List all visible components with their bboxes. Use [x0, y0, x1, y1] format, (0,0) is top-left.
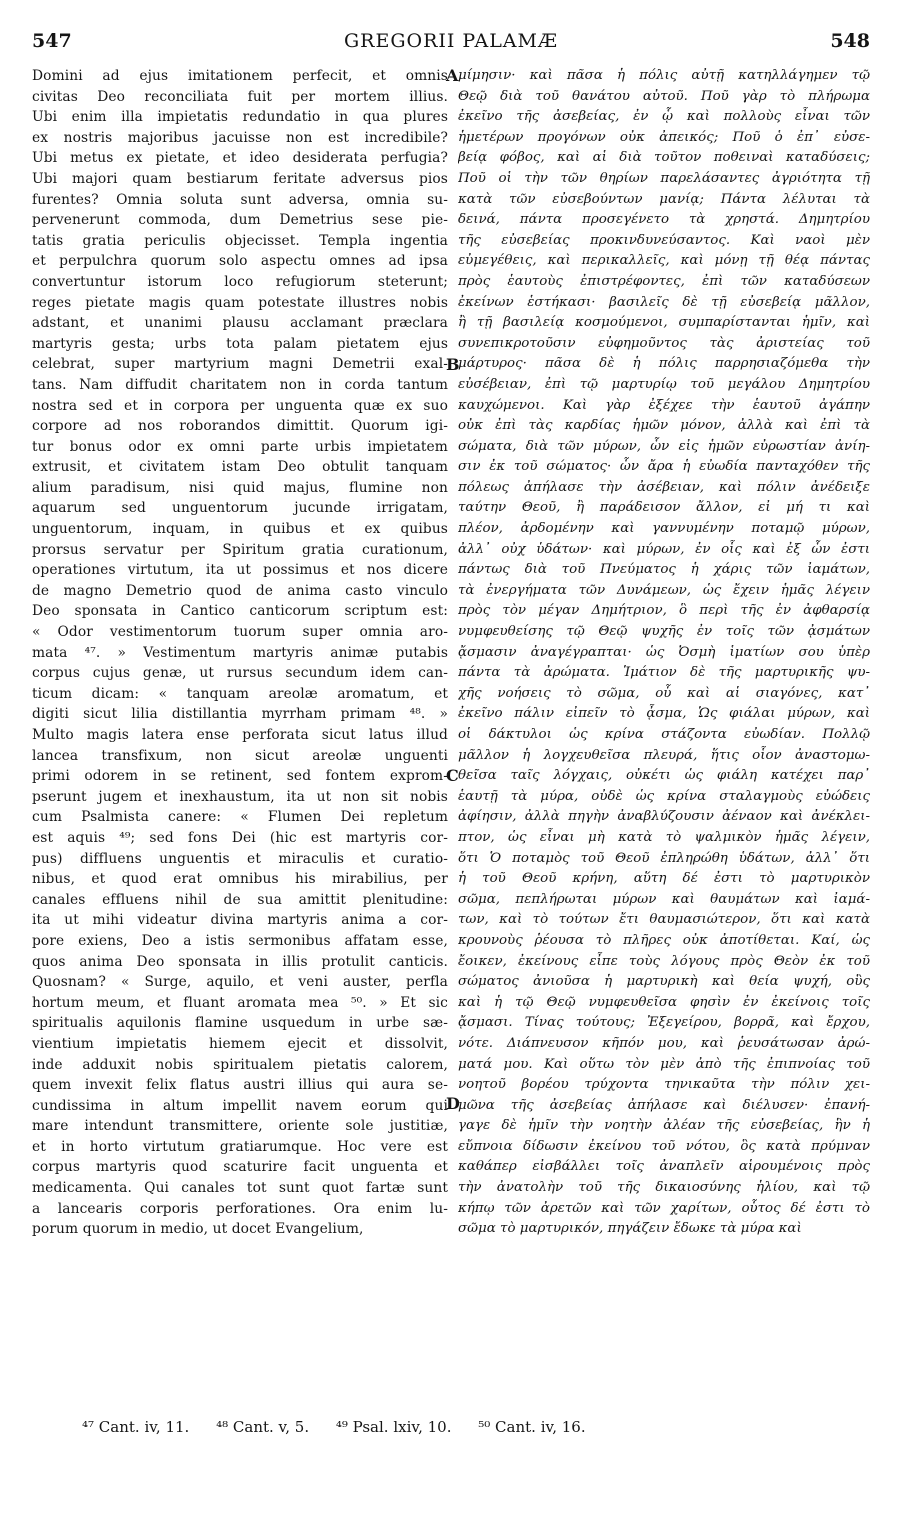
latin-text-line: vientium impietatis hiemem ejecit et dissolvit,	[32, 1035, 448, 1052]
latin-text-line: primi odorem in se retinent, sed fontem exprom-	[32, 768, 448, 785]
greek-text-line: σῶμα τὸ μαρτυρικόν, πηγάζειν ἔδωκε τὰ μύρα καὶ	[458, 1221, 802, 1237]
greek-text-line: ἐκείνων ἑστήκασι· βασιλεῖς δὲ τῇ εὐσεβείᾳ μᾶλλον,	[458, 294, 870, 310]
greek-text-line: κρουνοὺς ῥέουσα τὸ πλῆρες οὐκ ἀποτίθεται. Καί, ὡς	[458, 932, 870, 948]
greek-text-line: πρὸς τὸν μέγαν Δημήτριον, ὃ περὶ τῆς ἐν ἀφθαρσίᾳ	[458, 603, 870, 619]
greek-text-line: πλέον, ἀρδομένην καὶ γαννυμένην ποταμῷ μύρων,	[458, 521, 870, 537]
greek-text-line: νότε. Διάπνευσον κῆπόν μου, καὶ ῥευσάτωσαν ἀρώ-	[458, 1035, 870, 1051]
greek-text-line: σῶμα, πεπλήρωται μύρων καὶ θαυμάτων καὶ ἰαμά-	[458, 891, 870, 907]
latin-text-line: de magno Demetrio quod de anima casto vinculo	[32, 582, 448, 599]
latin-text-line: prorsus servatur per Spiritum gratia curationum,	[32, 541, 448, 558]
section-marker-a: A	[446, 66, 459, 85]
latin-text-line: aquarum sed unguentorum jucunde irrigatam,	[32, 500, 448, 517]
page-header	[32, 30, 870, 56]
latin-text-line: reges pietate magis quam potestate illustres nobis	[32, 294, 448, 311]
greek-text-line: Θεῷ διὰ τοῦ θανάτου αὐτοῦ. Ποῦ γὰρ τὸ πλήρωμα	[458, 88, 870, 104]
latin-text-line: Ubi enim illa impietatis redundatio in qua plures	[32, 109, 448, 126]
greek-text-line: Ποῦ οἱ τὴν τῶν θηρίων παρελάσαντες ἀγριότητα τῇ	[458, 170, 870, 186]
greek-text-line: συνεπικροτοῦσιν εὐφημοῦντος τὰς ἀριστείας τοῦ	[458, 335, 870, 351]
greek-text-line: δεινά, πάντα προσεγένετο τὰ χρηστά. Δημητρίου	[458, 212, 870, 228]
greek-text-line: κατὰ τῶν εὐσεβούντων μανίᾳ; Πάντα λέλυται τὰ	[458, 191, 870, 207]
greek-text-line: ματά μου. Καὶ οὕτω τὸν μὲν ἀπὸ τῆς ἐπιπνοίας τοῦ	[458, 1056, 870, 1072]
greek-text-line: καυχώμενοι. Καὶ γὰρ ἐξέχεε τὴν ἑαυτοῦ ἀγάπην	[458, 397, 870, 413]
latin-text-line: convertuntur istorum loco refugiorum steterunt;	[32, 273, 448, 290]
latin-text-line: civitas Deo reconciliata fuit per mortem illius.	[32, 88, 448, 105]
latin-text-line: Ubi majori quam bestiarum feritate adversus pios	[32, 170, 448, 187]
greek-text-line: τῆς εὐσεβείας προκινδυνεύσαντος. Καὶ ναοὶ μὲν	[458, 232, 870, 248]
greek-text-line: εὐσέβειαν, ἐπὶ τῷ μαρτυρίῳ τοῦ μεγάλου Δημητρίου	[458, 376, 870, 392]
latin-text-line: nostra sed et in corpora per unguenta quæ ex suo	[32, 397, 448, 414]
greek-text-line: ἢ τῇ βασιλείᾳ κοσμούμενοι, συμπαρίστανται ἡμῖν, καὶ	[458, 315, 870, 331]
footnote: ⁵⁰ Cant. iv, 16.	[478, 1418, 586, 1436]
greek-text-line: ἑαυτῇ τὰ μύρα, οὐδὲ ὡς κρίνα σταλαγμοὺς εὐώδεις	[458, 788, 870, 804]
latin-text-line: pervenerunt commoda, dum Demetrius sese pie-	[32, 212, 448, 229]
latin-text-line: Ubi metus ex pietate, et ideo desiderata perfugia?	[32, 150, 448, 167]
greek-text-line: τὴν ἀνατολὴν τοῦ τῆς δικαιοσύνης ἡλίου, καὶ τῷ	[458, 1180, 870, 1196]
greek-text-line: ᾄσμασι. Τίνας τούτους; Ἐξεγείρου, βορρᾶ, καὶ ἔρχου,	[458, 1015, 870, 1031]
latin-text-line: ita ut mihi videatur divina martyris anima a cor-	[32, 912, 448, 929]
greek-text-line: εὔπνοια δίδωσιν ἐκείνου τοῦ νότου, ὃς κατὰ πρύμναν	[458, 1138, 870, 1154]
greek-text-line: καθάπερ εἰσβάλλει τοῖς ἀναπλεῖν αἱρουμένοις πρὸς	[458, 1159, 870, 1175]
greek-text-line: πρὸς ἑαυτοὺς ἐπιστρέφοντες, ἐπὶ τῶν καταδύσεων	[458, 273, 870, 289]
greek-text-line: πτον, ὡς εἶναι μὴ κατὰ τὸ ψαλμικὸν ἡμᾶς λέγειν,	[458, 829, 870, 845]
latin-text-line: celebrat, super martyrium magni Demetrii exal-	[32, 356, 448, 373]
greek-text-line: οἱ δάκτυλοι ὡς κρίνα στάζοντα εὐωδίαν. Πολλῷ	[458, 727, 870, 742]
latin-text-line: lancea transfixum, non sicut areolæ unguenti	[32, 747, 448, 764]
latin-text-line: nibus, et quod erat omnibus his mirabilius, per	[32, 871, 448, 888]
greek-text-line: ἀφίησιν, ἀλλὰ πηγὴν ἀναβλύζουσιν ἀέναον καὶ ἀνέκλει-	[458, 809, 870, 825]
latin-text-line: hortum meum, et fluant aromata mea ⁵⁰. » Et sic	[32, 994, 448, 1011]
latin-text-line: alium paradisum, nisi quid majus, flumine non	[32, 479, 448, 496]
latin-text-line: pserunt jugem et inexhaustum, ita ut non sit nobis	[32, 788, 448, 805]
greek-text-line: ᾄσμασιν ἀναγέγραπται· ὡς Ὀσμὴ ἱματίων σου ὑπὲρ	[458, 644, 870, 660]
greek-text-line: νοητοῦ βορέου τρύχοντα τηνικαῦτα τὴν πόλιν χει-	[458, 1077, 870, 1093]
greek-text-line: εὐμεγέθεις, καὶ περικαλλεῖς, καὶ μόνῃ τῇ θέᾳ πάντας	[458, 253, 870, 269]
latin-text-line: corpus martyris quod scaturire facit unguenta et	[32, 1159, 448, 1176]
greek-text-line: σιν ἐκ τοῦ σώματος· ὧν ἄρα ἡ εὐωδία πανταχόθεν τῆς	[458, 459, 870, 475]
latin-text-line: Quosnam? « Surge, aquilo, et veni auster, perfla	[32, 974, 448, 991]
greek-text-line: ἡ τοῦ Θεοῦ κρήνη, αὕτη δέ ἐστι τὸ μαρτυρικὸν	[458, 871, 870, 887]
greek-text-line: χῆς νοήσεις τὸ σῶμα, οὗ καὶ αἱ σιαγόνες, κατ᾽	[458, 685, 870, 701]
latin-text-line: canales effluens nihil de sua amittit plenitudine:	[32, 891, 448, 908]
latin-text-line: cundissima in altum impellit navem eorum qui	[32, 1097, 448, 1114]
latin-text-line: mare intendunt transmittere, oriente sole justitiæ,	[32, 1118, 448, 1135]
latin-text-line: pore exiens, Deo a istis sermonibus affatam esse,	[32, 932, 448, 949]
greek-text-line: των, καὶ τὸ τούτων ἔτι θαυμασιώτερον, ὅτι καὶ κατὰ	[458, 912, 870, 928]
latin-text-line: Multo magis latera ense perforata sicut latus illud	[32, 727, 448, 743]
latin-text-line: et in horto virtutum gratiarumque. Hoc vere est	[32, 1138, 448, 1155]
greek-text-line: μᾶλλον ἡ λογχευθεῖσα πλευρά, ἥτις οἷον ἀναστομω-	[458, 747, 870, 763]
latin-text-line: ex nostris majoribus jacuisse non est incredibile?	[32, 129, 448, 146]
latin-text-line: pus) diffluens unguentis et miraculis et curatio-	[32, 850, 448, 867]
greek-text-line: ἔοικεν, ἐκείνους εἶπε τοὺς λόγους πρὸς Θεὸν ἐκ τοῦ	[458, 953, 870, 969]
greek-text-line: ἡμετέρων προγόνων οὐκ ἀπεικός; Ποῦ ὁ ἐπ᾽ εὐσε-	[458, 129, 870, 145]
latin-text-line: extrusit, et civitatem istam Deo obtulit tanquam	[32, 459, 448, 476]
latin-text-line: tur bonus odor ex omni parte urbis impietatem	[32, 438, 448, 455]
latin-text-line: Domini ad ejus imitationem perfecit, et omnis	[32, 68, 448, 84]
greek-text-line: μάρτυρος· πᾶσα δὲ ἡ πόλις παρρησιαζόμεθα τὴν	[458, 356, 870, 372]
latin-text-line: inde adduxit nobis spiritualem pietatis calorem,	[32, 1056, 448, 1073]
footnotes	[82, 1418, 782, 1436]
greek-text-line: ὅτι Ὁ ποταμὸς τοῦ Θεοῦ ἐπληρώθη ὑδάτων, ἀλλ᾽ ὅτι	[458, 850, 870, 866]
latin-text-line: « Odor vestimentorum tuorum super omnia aro-	[32, 624, 448, 641]
latin-text-line: porum quorum in medio, ut docet Evangelium,	[32, 1221, 364, 1238]
footnote: ⁴⁹ Psal. lxiv, 10.	[335, 1418, 452, 1436]
latin-text-line: digiti sicut lilia distillantia myrrham primam ⁴⁸. »	[32, 706, 448, 723]
greek-text-line: καὶ ἡ τῷ Θεῷ νυμφευθεῖσα φησὶν ἐν ἐκείνοις τοῖς	[458, 994, 870, 1010]
greek-text-line: οὐκ ἐπὶ τὰς καρδίας ἡμῶν μόνον, ἀλλὰ καὶ ἐπὶ τὰ	[458, 418, 870, 434]
latin-text-line: ticum dicam: « tanquam areolæ aromatum, et	[32, 685, 448, 702]
greek-text-line: βείᾳ φόβος, καὶ αἱ διὰ τοῦτον ποθειναὶ καταδύσεις;	[458, 150, 870, 166]
greek-text-line: ἐκεῖνο τῆς ἀσεβείας, ἐν ᾧ καὶ πολλοὺς εἶναι τῶν	[458, 109, 870, 125]
latin-column	[32, 66, 448, 1240]
footnote: ⁴⁸ Cant. v, 5.	[216, 1418, 310, 1436]
latin-text-line: cum Psalmista canere: « Flumen Dei repletum	[32, 809, 448, 826]
running-title: GREGORII PALAMÆ	[343, 30, 559, 52]
greek-text-line: πάντα τὰ ἀρώματα. Ἱμάτιον δὲ τῆς μαρτυρικῆς ψυ-	[458, 665, 870, 681]
greek-text-line: νυμφευθείσης τῷ Θεῷ ψυχῆς ἐν τοῖς τῶν ᾀσμάτων	[458, 624, 870, 640]
section-marker-b: B	[446, 355, 460, 374]
latin-text-line: adstant, et unanimi plausu acclamant præclara	[32, 315, 448, 332]
latin-text-line: unguentorum, inquam, in quibus et ex quibus	[32, 521, 448, 538]
greek-text-line: πάντως διὰ τοῦ Πνεύματος ἡ χάρις τῶν ἰαμάτων,	[458, 562, 870, 578]
greek-text-line: κήπῳ τῶν ἀρετῶν καὶ τῶν χαρίτων, οὗτος δέ ἐστι τὸ	[458, 1200, 870, 1216]
latin-text-line: corpus cujus genæ, ut rursus secundum idem can-	[32, 665, 448, 682]
latin-text-line: tans. Nam diffudit charitatem non in corda tantum	[32, 376, 448, 393]
greek-text-line: ταύτην Θεοῦ, ἢ παράδεισον ἄλλον, εἰ μή τι καὶ	[458, 500, 870, 516]
greek-text-line: τὰ ἐνεργήματα τῶν Δυνάμεων, ὡς ἔχειν ἡμᾶς λέγειν	[458, 582, 870, 598]
page-number-left: 547	[32, 30, 72, 52]
latin-text-line: a lancearis corporis perforationes. Ora enim lu-	[32, 1200, 448, 1217]
latin-text-line: corpore ad nos roborandos dimittit. Quorum igi-	[32, 418, 448, 435]
greek-text-line: πόλεως ἀπήλασε τὴν ἀσέβειαν, καὶ πόλιν ἀνέδειξε	[458, 479, 870, 495]
latin-text-line: operationes virtutum, ita ut possimus et nos dicere	[32, 562, 448, 579]
greek-column	[458, 66, 870, 1240]
latin-text-line: mata ⁴⁷. » Vestimentum martyris animæ putabis	[32, 644, 448, 661]
greek-text-line: ἀλλ᾽ οὐχ ὑδάτων· καὶ μύρων, ἐν οἷς καὶ ἐξ ὧν ἐστι	[458, 541, 870, 557]
latin-text-line: furentes? Omnia soluta sunt adversa, omnia su-	[32, 191, 448, 208]
latin-text-line: quos anima Deo sponsata in illis protulit canticis.	[32, 953, 448, 970]
greek-text-line: μίμησιν· καὶ πᾶσα ἡ πόλις αὐτῇ κατηλλάγημεν τῷ	[458, 68, 870, 83]
latin-text-line: medicamenta. Qui canales tot sunt quot fartæ sunt	[32, 1180, 448, 1197]
latin-text-line: martyris gesta; urbs tota palam pietatem ejus	[32, 335, 448, 352]
greek-text-line: μῶνα τῆς ἀσεβείας ἀπήλασε καὶ διέλυσεν· ἐπανή-	[458, 1097, 870, 1113]
latin-text-line: spiritualis aquilonis flamine usquedum in urbe sæ-	[32, 1015, 448, 1032]
greek-text-line: γαγε δὲ ἡμῖν τὴν νοητὴν ἀλέαν τῆς εὐσεβείας, ἣν ἡ	[458, 1118, 870, 1134]
greek-text-line: σώματα, διὰ τῶν μύρων, ὧν εἰς ἡμῶν εὐρωστίαν ἀνίη-	[458, 438, 870, 454]
latin-text-line: tatis gratia periculis objecisset. Templa ingentia	[32, 232, 448, 249]
page-number-right: 548	[830, 30, 870, 52]
latin-text-line: et perpulchra quorum solo aspectu omnes ad ipsa	[32, 253, 448, 270]
section-marker-c: C	[446, 766, 459, 785]
greek-text-line: σώματος ἀνιοῦσα ἡ μαρτυρικὴ καὶ θεία ψυχή, οὓς	[458, 974, 870, 990]
greek-text-line: θεῖσα ταῖς λόγχαις, οὐκέτι ὡς φιάλη κατέχει παρ᾽	[458, 768, 870, 784]
latin-text-line: Deo sponsata in Cantico canticorum scriptum est:	[32, 603, 448, 620]
greek-text-line: ἐκεῖνο πάλιν εἰπεῖν τὸ ᾆσμα, Ὡς φιάλαι μύρων, καὶ	[458, 706, 870, 722]
latin-text-line: est aquis ⁴⁹; sed fons Dei (hic est martyris cor-	[32, 829, 448, 846]
footnote: ⁴⁷ Cant. iv, 11.	[82, 1418, 190, 1436]
section-marker-d: D	[446, 1094, 460, 1113]
latin-text-line: quem invexit felix flatus austri illius qui aura se-	[32, 1077, 448, 1094]
